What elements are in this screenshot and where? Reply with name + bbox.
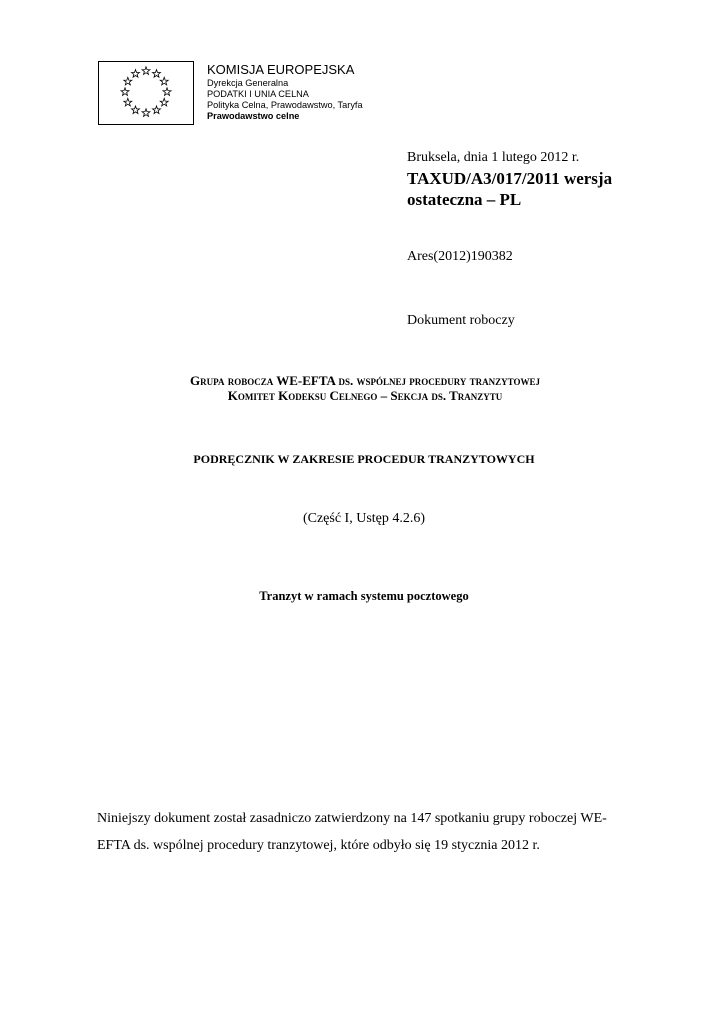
part-reference: (Część I, Ustęp 4.2.6)	[302, 511, 426, 526]
document-date: Bruksela, dnia 1 lutego 2012 r.	[407, 150, 580, 165]
star-icon	[132, 70, 140, 78]
approval-paragraph	[97, 805, 637, 859]
working-group-heading	[0, 373, 724, 403]
document-meta	[407, 148, 707, 210]
approval-line-2: EFTA ds. wspólnej procedury tranzytowej, które odbyło się 19 stycznia 2012 r.	[97, 838, 540, 853]
approval-line-1: Niniejszy dokument został zasadniczo zatwierdzony na 147 spotkaniu grupy roboczej WE-	[97, 811, 607, 826]
directorate-general: Dyrekcja Generalna	[207, 78, 289, 88]
star-icon	[124, 77, 132, 85]
handbook-title: PODRĘCZNIK W ZAKRESIE PROCEDUR TRANZYTOWYCH	[193, 452, 535, 466]
star-icon	[121, 88, 129, 96]
star-icon	[142, 67, 150, 75]
document-type: Dokument roboczy	[407, 313, 515, 328]
star-icon	[132, 106, 140, 114]
document-subject: Tranzyt w ramach systemu pocztowego	[259, 589, 469, 603]
star-icon	[142, 109, 150, 117]
star-icon	[153, 70, 161, 78]
star-icon	[160, 98, 168, 106]
directorate-unit: Polityka Celna, Prawodawstwo, Taryfa	[207, 100, 363, 110]
unit-name: Prawodawstwo celne	[207, 111, 300, 121]
ares-number: Ares(2012)190382	[407, 249, 513, 264]
working-group-name: Grupa robocza WE-EFTA ds. wspólnej procedury tranzytowej	[190, 373, 540, 388]
reference-number: TAXUD/A3/017/2011 wersja	[407, 169, 613, 188]
star-icon	[124, 98, 132, 106]
organization-header	[207, 62, 363, 122]
organization-name: KOMISJA EUROPEJSKA	[207, 62, 355, 77]
eu-flag-icon	[98, 61, 194, 125]
committee-name: Komitet Kodeksu Celnego – Sekcja ds. Tranzytu	[227, 388, 503, 403]
star-icon	[163, 88, 171, 96]
star-icon	[160, 77, 168, 85]
star-icon	[153, 106, 161, 114]
reference-version: ostateczna – PL	[407, 190, 522, 209]
directorate-name: PODATKI I UNIA CELNA	[207, 89, 309, 99]
